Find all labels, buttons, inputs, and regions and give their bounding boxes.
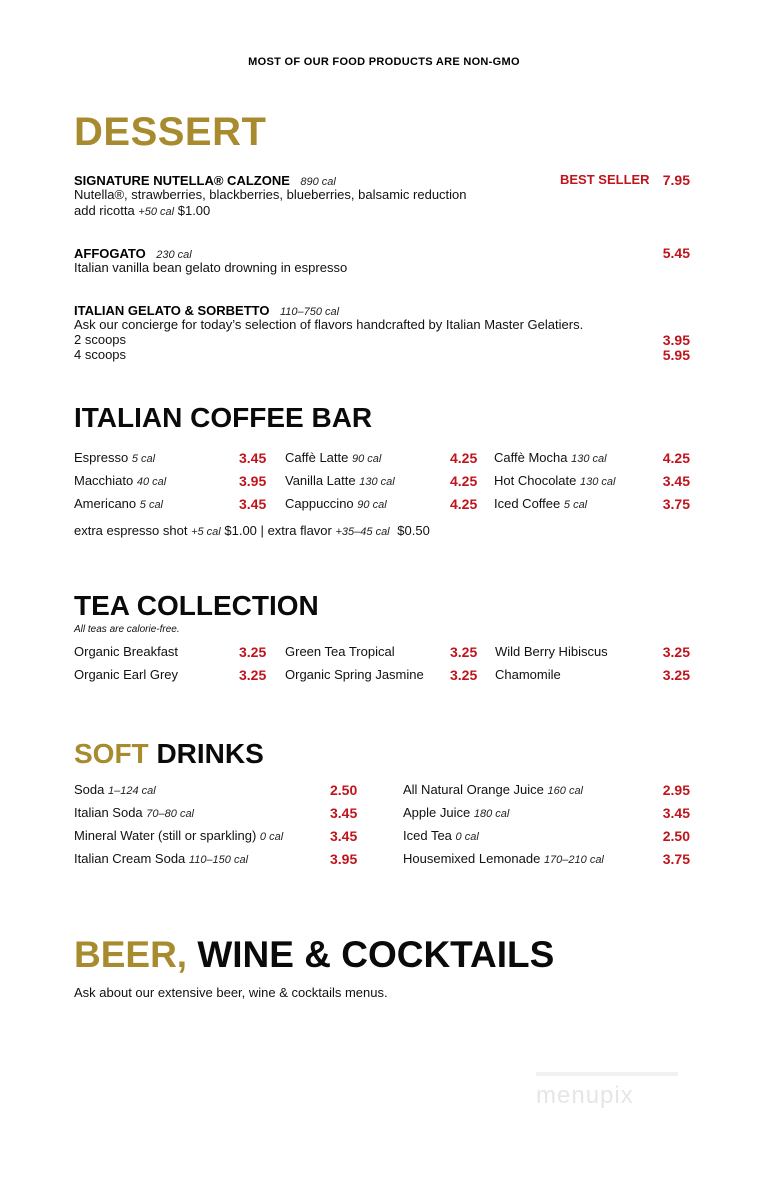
extra-price: $0.50 [397,523,430,538]
option-price: 3.95 [662,332,690,348]
item-calories: 0 cal [455,831,479,843]
tea-note: All teas are calorie-free. [74,624,180,635]
dessert-heading: DESSERT [74,110,267,154]
item-price: 4.25 [450,496,478,512]
item-price: 3.45 [330,805,358,821]
item-price: 7.95 [662,172,690,188]
item-price: 3.45 [239,450,267,466]
extra-price: $1.00 [224,523,257,538]
item-calories: 130 cal [580,476,616,488]
item-calories: 110–750 cal [279,306,340,318]
extra-label: extra espresso shot [74,523,188,538]
item-addon [74,203,210,220]
item-price: 2.50 [330,782,358,798]
item-price: 3.75 [662,496,690,512]
option-price: 5.95 [662,347,690,363]
addon-label: add ricotta [74,203,135,218]
item-price: 4.25 [450,473,478,489]
coffee-extras [74,523,430,538]
addon-calories: +50 cal [138,206,175,218]
item-description: Nutella®, strawberries, blackberries, blueberries, balsamic reduction [74,187,467,202]
item-price: 3.45 [239,496,267,512]
heading-gold-part: BEER, [74,934,188,975]
tea-item: Green Tea Tropical [285,644,395,659]
tea-item: Wild Berry Hibiscus [495,644,608,659]
item-name: Espresso [74,450,129,465]
non-gmo-notice: MOST OF OUR FOOD PRODUCTS ARE NON-GMO [248,56,520,68]
item-calories: 110–150 cal [188,854,249,866]
tea-item: Chamomile [495,667,561,682]
coffee-item [494,450,607,465]
soft-drink-item [403,851,604,866]
item-name: Cappuccino [285,496,354,511]
item-calories: 70–80 cal [146,808,195,820]
extra-calories: +35–45 cal [335,526,390,538]
item-price: 3.45 [662,473,690,489]
tea-item: Organic Breakfast [74,644,179,659]
item-name: Caffè Latte [285,450,349,465]
item-name: Americano [74,496,137,511]
heading-black-part: WINE & COCKTAILS [197,934,555,975]
option-label: 4 scoops [74,347,127,362]
extra-calories: +5 cal [191,526,221,538]
coffee-item [74,450,155,465]
heading-black-part: DRINKS [156,738,264,769]
item-name: Italian Cream Soda [74,851,186,866]
item-price: 3.25 [239,644,267,660]
soft-drink-item [403,828,479,843]
item-calories: 890 cal [300,176,336,188]
item-price: 3.25 [450,667,478,683]
item-price: 2.95 [662,782,690,798]
item-name: Macchiato [74,473,134,488]
item-name: Iced Coffee [494,496,561,511]
item-name: Iced Tea [403,828,452,843]
tea-item: Organic Earl Grey [74,667,179,682]
item-calories: 90 cal [352,453,382,465]
item-price: 4.25 [662,450,690,466]
extra-separator: | [260,523,264,538]
item-name: Apple Juice [403,805,471,820]
item-name: All Natural Orange Juice [403,782,544,797]
item-name: Soda [74,782,105,797]
item-name: Caffè Mocha [494,450,568,465]
item-calories: 5 cal [131,453,156,465]
item-description: Ask our concierge for today’s selection of flavors handcrafted by Italian Master Gelatiers. [74,317,584,332]
item-price: 3.75 [662,851,690,867]
item-calories: 180 cal [473,808,510,820]
item-calories: 130 cal [359,476,395,488]
item-price: 3.25 [450,644,478,660]
heading-gold-part: SOFT [74,738,149,769]
coffee-item [74,473,166,488]
item-calories: 170–210 cal [543,854,604,866]
item-name: Italian Soda [74,805,143,820]
item-calories: 0 cal [259,831,284,843]
soft-drink-item [74,851,248,866]
item-price: 3.95 [330,851,358,867]
coffee-item [285,450,381,465]
soft-drink-item [403,805,509,820]
addon-price: $1.00 [177,203,211,218]
extra-label: extra flavor [267,523,332,538]
item-price: 3.25 [239,667,267,683]
item-name: Housemixed Lemonade [403,851,541,866]
soft-drink-item [74,828,283,843]
item-calories: 40 cal [136,476,167,488]
coffee-item [494,496,587,511]
item-price: 2.50 [662,828,690,844]
watermark-bar [536,1072,678,1076]
item-price: 3.45 [330,828,358,844]
beer-wine-heading [74,934,554,976]
item-name: Vanilla Latte [285,473,356,488]
option-label: 2 scoops [74,332,127,347]
item-price: 3.25 [662,667,690,683]
coffee-item [285,473,395,488]
item-name: Hot Chocolate [494,473,577,488]
item-name: Mineral Water (still or sparkling) [74,828,257,843]
tea-heading: TEA COLLECTION [74,590,319,621]
item-name: SIGNATURE NUTELLA® CALZONE [74,173,290,188]
tea-item: Organic Spring Jasmine [285,667,424,682]
soft-drink-item [403,782,583,797]
coffee-item [494,473,616,488]
soft-drink-item [74,805,194,820]
item-name: ITALIAN GELATO & SORBETTO [74,303,270,318]
item-calories: 160 cal [547,785,584,797]
item-name: AFFOGATO [74,246,146,261]
item-calories: 90 cal [357,499,387,511]
item-price: 4.25 [450,450,478,466]
item-calories: 230 cal [156,249,192,261]
item-price: 3.95 [239,473,267,489]
coffee-heading: ITALIAN COFFEE BAR [74,402,373,433]
item-calories: 130 cal [571,453,607,465]
coffee-item [74,496,163,511]
item-price: 5.45 [662,245,690,261]
item-calories: 5 cal [139,499,164,511]
item-price: 3.25 [662,644,690,660]
item-description: Italian vanilla bean gelato drowning in espresso [74,260,348,275]
item-calories: 5 cal [563,499,588,511]
watermark-logo: menupix [536,1082,634,1109]
item-calories: 1–124 cal [108,785,156,797]
item-price: 3.45 [662,805,690,821]
soft-drinks-heading [74,738,264,770]
best-seller-badge: BEST SELLER [560,172,650,187]
soft-drink-item [74,782,156,797]
coffee-item [285,496,387,511]
beer-note: Ask about our extensive beer, wine & cocktails menus. [74,985,388,1000]
